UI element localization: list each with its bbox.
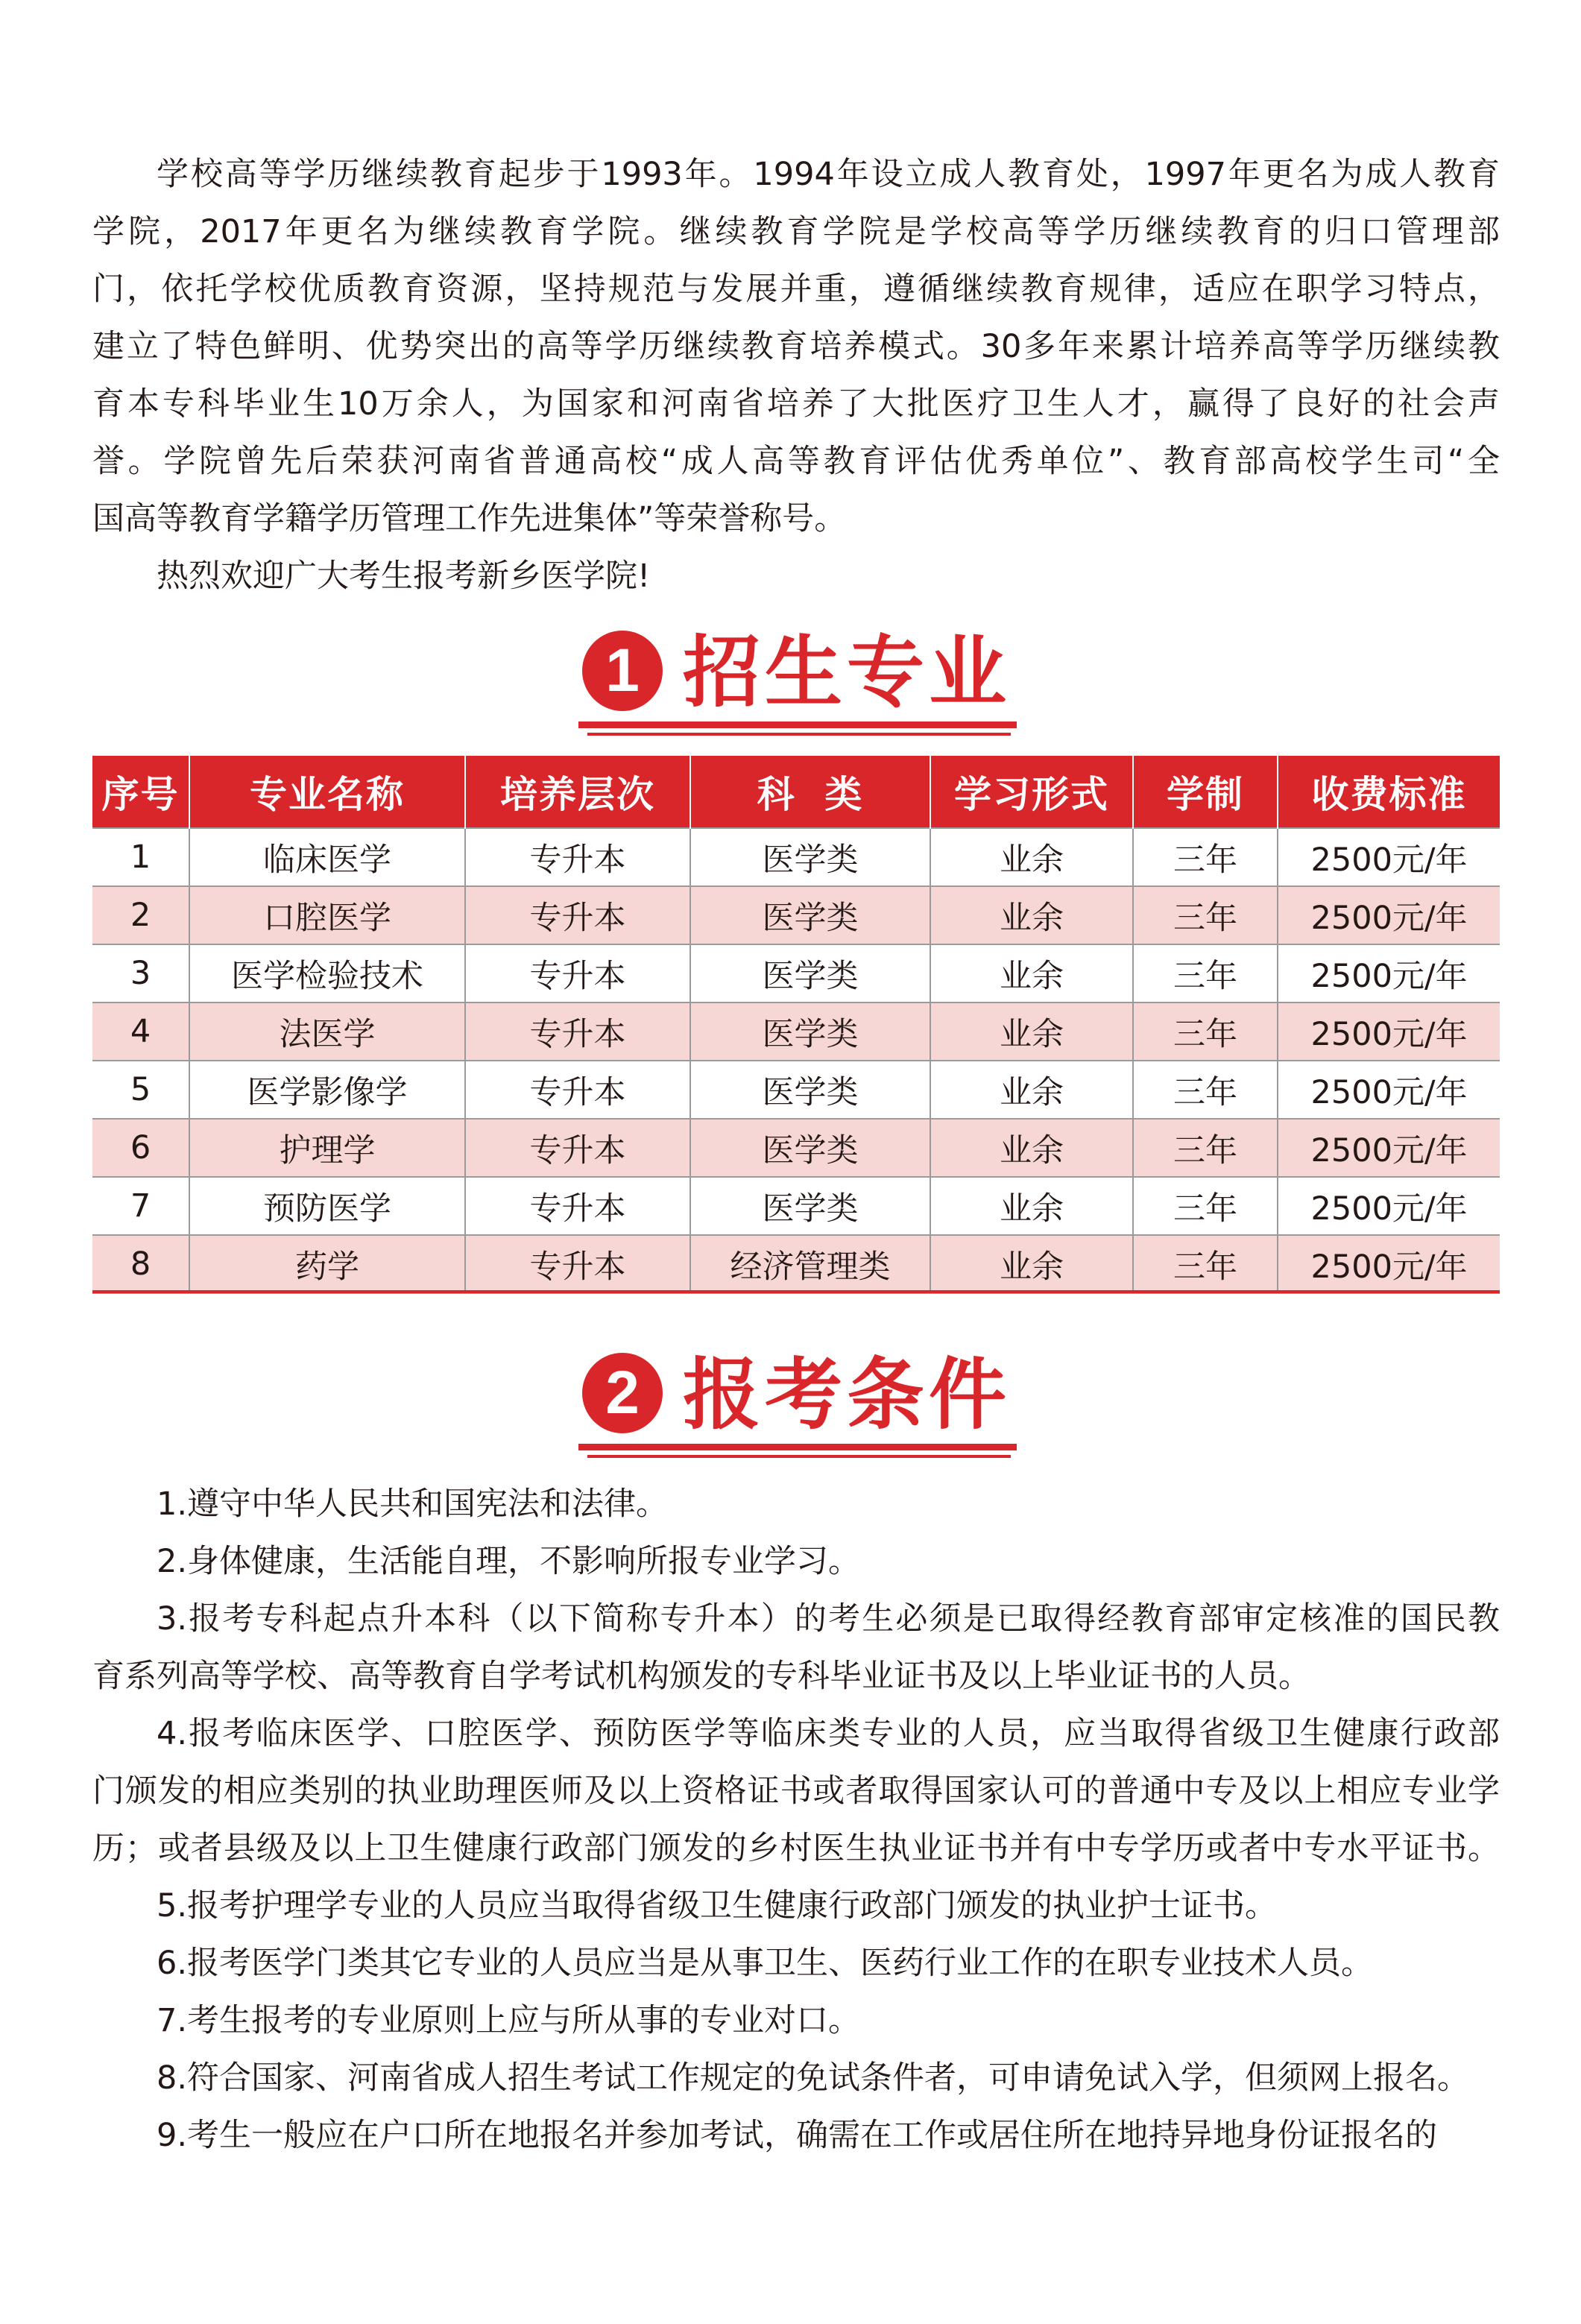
heading-underline	[578, 1444, 1017, 1450]
section-title: 招生专业	[683, 627, 1012, 718]
cell-study-mode: 业余	[930, 1177, 1133, 1235]
cell-major: 临床医学	[189, 828, 465, 886]
heading-underline-thin	[587, 1455, 1011, 1458]
intro-line-4: 建立了特色鲜明、优势突出的高等学历继续教育培养模式。30多年来累计培养高等学历继续教	[92, 328, 1500, 365]
table-row	[92, 1061, 1500, 1119]
cell-study-mode: 业余	[930, 886, 1133, 944]
table-row	[92, 1177, 1500, 1235]
cell-study-mode: 业余	[930, 1002, 1133, 1061]
table-row	[92, 944, 1500, 1002]
table-row	[92, 828, 1500, 886]
condition-4-line-2: 门颁发的相应类别的执业助理医师及以上资格证书或者取得国家认可的普通中专及以上相应专业学	[92, 1772, 1500, 1810]
cell-category: 医学类	[690, 886, 930, 944]
cell-duration: 三年	[1133, 1177, 1278, 1235]
cell-fee: 2500元/年	[1278, 1119, 1500, 1177]
condition-7: 7.考生报考的专业原则上应与所从事的专业对口。	[157, 2002, 861, 2039]
table-row	[92, 1235, 1500, 1293]
condition-3-line-1: 3.报考专科起点升本科（以下简称专升本）的考生必须是已取得经教育部审定核准的国民教	[157, 1600, 1500, 1638]
header-category: 科 类	[690, 756, 930, 828]
header-fee: 收费标准	[1278, 756, 1500, 828]
cell-major: 预防医学	[189, 1177, 465, 1235]
intro-line-6: 誉。学院曾先后荣获河南省普通高校“成人高等教育评估优秀单位”、教育部高校学生司“全	[92, 443, 1500, 480]
header-duration: 学制	[1133, 756, 1278, 828]
cell-duration: 三年	[1133, 1002, 1278, 1061]
condition-3	[92, 1591, 1500, 1705]
cell-fee: 2500元/年	[1278, 1061, 1500, 1119]
cell-level: 专升本	[465, 944, 690, 1002]
cell-index: 3	[92, 944, 189, 1002]
cell-study-mode: 业余	[930, 1235, 1133, 1293]
cell-index: 8	[92, 1235, 189, 1293]
cell-study-mode: 业余	[930, 944, 1133, 1002]
cell-level: 专升本	[465, 1002, 690, 1061]
cell-index: 4	[92, 1002, 189, 1061]
cell-index: 7	[92, 1177, 189, 1235]
intro-line-3: 门，依托学校优质教育资源，坚持规范与发展并重，遵循继续教育规律，适应在职学习特点，	[92, 271, 1500, 308]
cell-study-mode: 业余	[930, 1061, 1133, 1119]
cell-duration: 三年	[1133, 828, 1278, 886]
cell-category: 医学类	[690, 1002, 930, 1061]
cell-category: 医学类	[690, 1119, 930, 1177]
cell-fee: 2500元/年	[1278, 886, 1500, 944]
cell-level: 专升本	[465, 886, 690, 944]
cell-fee: 2500元/年	[1278, 1235, 1500, 1293]
cell-level: 专升本	[465, 1119, 690, 1177]
heading-group	[578, 1347, 1100, 1459]
table-header-row	[92, 756, 1500, 828]
cell-category: 医学类	[690, 1061, 930, 1119]
table-row	[92, 1119, 1500, 1177]
cell-category: 经济管理类	[690, 1235, 930, 1293]
intro-line-5: 育本专科毕业生10万余人，为国家和河南省培养了大批医疗卫生人才，赢得了良好的社会声	[92, 385, 1500, 423]
cell-level: 专升本	[465, 828, 690, 886]
table-row	[92, 886, 1500, 944]
cell-major: 护理学	[189, 1119, 465, 1177]
condition-3-line-2: 育系列高等学校、高等教育自学考试机构颁发的专科毕业证书及以上毕业证书的人员。	[92, 1658, 1310, 1695]
condition-5: 5.报考护理学专业的人员应当取得省级卫生健康行政部门颁发的执业护士证书。	[157, 1887, 1278, 1924]
cell-major: 法医学	[189, 1002, 465, 1061]
condition-4-line-1: 4.报考临床医学、口腔医学、预防医学等临床类专业的人员，应当取得省级卫生健康行政部	[157, 1715, 1500, 1752]
cell-index: 2	[92, 886, 189, 944]
table-row	[92, 1002, 1500, 1061]
header-index: 序号	[92, 756, 189, 828]
condition-4	[92, 1705, 1500, 1878]
cell-major: 医学影像学	[189, 1061, 465, 1119]
condition-4-line-3: 历；或者县级及以上卫生健康行政部门颁发的乡村医生执业证书并有中专学历或者中专水平证书。	[92, 1830, 1500, 1867]
heading-underline	[578, 721, 1017, 728]
intro-paragraph	[92, 146, 1500, 548]
section-number-badge: 1	[582, 631, 663, 711]
cell-level: 专升本	[465, 1235, 690, 1293]
cell-category: 医学类	[690, 828, 930, 886]
header-major: 专业名称	[189, 756, 465, 828]
cell-fee: 2500元/年	[1278, 944, 1500, 1002]
intro-line-7: 国高等教育学籍学历管理工作先进集体”等荣誉称号。	[92, 500, 847, 537]
header-level: 培养层次	[465, 756, 690, 828]
condition-6: 6.报考医学门类其它专业的人员应当是从事卫生、医药行业工作的在职专业技术人员。	[157, 1945, 1374, 1982]
cell-category: 医学类	[690, 1177, 930, 1235]
cell-major: 医学检验技术	[189, 944, 465, 1002]
condition-9: 9.考生一般应在户口所在地报名并参加考试，确需在工作或居住所在地持异地身份证报名的	[157, 2117, 1438, 2154]
intro-line-1: 学校高等学历继续教育起步于1993年。1994年设立成人教育处，1997年更名为成人教育	[157, 156, 1500, 193]
cell-duration: 三年	[1133, 886, 1278, 944]
cell-fee: 2500元/年	[1278, 828, 1500, 886]
cell-fee: 2500元/年	[1278, 1177, 1500, 1235]
header-study-mode: 学习形式	[930, 756, 1133, 828]
cell-fee: 2500元/年	[1278, 1002, 1500, 1061]
section-heading-majors	[92, 625, 1500, 736]
cell-level: 专升本	[465, 1177, 690, 1235]
section-title: 报考条件	[683, 1349, 1012, 1440]
section-number-badge: 2	[582, 1353, 663, 1433]
condition-1: 1.遵守中华人民共和国宪法和法律。	[157, 1485, 669, 1523]
cell-index: 5	[92, 1061, 189, 1119]
majors-table	[92, 756, 1500, 1294]
cell-duration: 三年	[1133, 944, 1278, 1002]
cell-study-mode: 业余	[930, 1119, 1133, 1177]
cell-index: 6	[92, 1119, 189, 1177]
cell-duration: 三年	[1133, 1119, 1278, 1177]
intro-line-2: 学院，2017年更名为继续教育学院。继续教育学院是学校高等学历继续教育的归口管理部	[92, 213, 1500, 250]
cell-level: 专升本	[465, 1061, 690, 1119]
heading-underline-thin	[587, 733, 1011, 736]
cell-duration: 三年	[1133, 1061, 1278, 1119]
cell-major: 口腔医学	[189, 886, 465, 944]
conditions-section	[92, 1476, 1500, 2164]
heading-group	[578, 625, 1100, 736]
condition-2: 2.身体健康，生活能自理，不影响所报专业学习。	[157, 1543, 861, 1580]
condition-8: 8.符合国家、河南省成人招生考试工作规定的免试条件者，可申请免试入学，但须网上报名。	[157, 2059, 1470, 2097]
table-bottom-rule	[92, 1290, 1500, 1293]
cell-study-mode: 业余	[930, 828, 1133, 886]
cell-major: 药学	[189, 1235, 465, 1293]
intro-section	[92, 146, 1500, 605]
cell-duration: 三年	[1133, 1235, 1278, 1293]
cell-index: 1	[92, 828, 189, 886]
welcome-text: 热烈欢迎广大考生报考新乡医学院!	[157, 558, 651, 595]
cell-category: 医学类	[690, 944, 930, 1002]
section-heading-conditions	[92, 1347, 1500, 1459]
